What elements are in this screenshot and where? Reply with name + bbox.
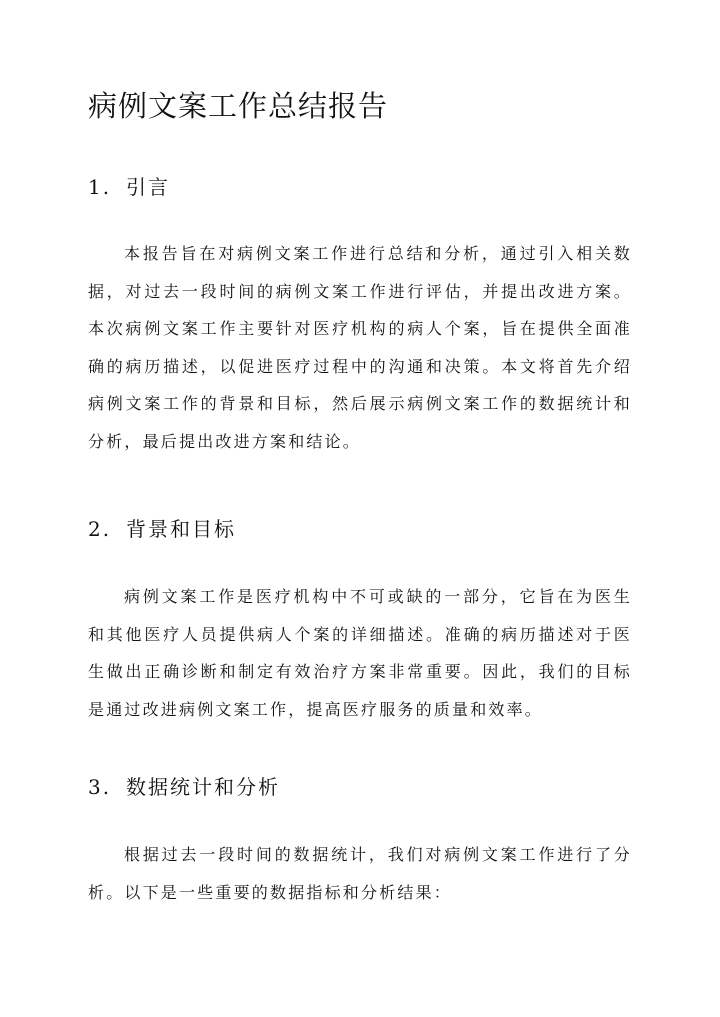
paragraph-introduction: 本报告旨在对病例文案工作进行总结和分析，通过引入相关数据，对过去一段时间的病例文案工作进行评估，并提出改进方案。本次病例文案工作主要针对医疗机构的病人个案，旨在提供全面准确的病历描述，以促进医疗过程中的沟通和决策。本文将首先介绍病例文案工作的背景和目标，然后展示病例文案工作的数据统计和分析，最后提出改进方案和结论。	[88, 244, 632, 451]
section-number: 2.	[88, 517, 112, 541]
paragraph-statistics: 根据过去一段时间的数据统计，我们对病例文案工作进行了分析。以下是一些重要的数据指标和分析结果：	[88, 845, 632, 902]
document-title: 病例文案工作总结报告	[88, 89, 389, 123]
section-title: 背景和目标	[126, 517, 236, 541]
section-heading-introduction	[88, 172, 170, 202]
section-title: 数据统计和分析	[126, 775, 280, 799]
paragraph-background: 病例文案工作是医疗机构中不可或缺的一部分，它旨在为医生和其他医疗人员提供病人个案的详细描述。准确的病历描述对于医生做出正确诊断和制定有效治疗方案非常重要。因此，我们的目标是通过改进病例文案工作，提高医疗服务的质量和效率。	[88, 587, 632, 719]
section-number: 1.	[88, 175, 112, 199]
section-number: 3.	[88, 775, 112, 799]
section-heading-background	[88, 514, 236, 544]
section-title: 引言	[126, 175, 170, 199]
section-heading-statistics	[88, 772, 280, 802]
